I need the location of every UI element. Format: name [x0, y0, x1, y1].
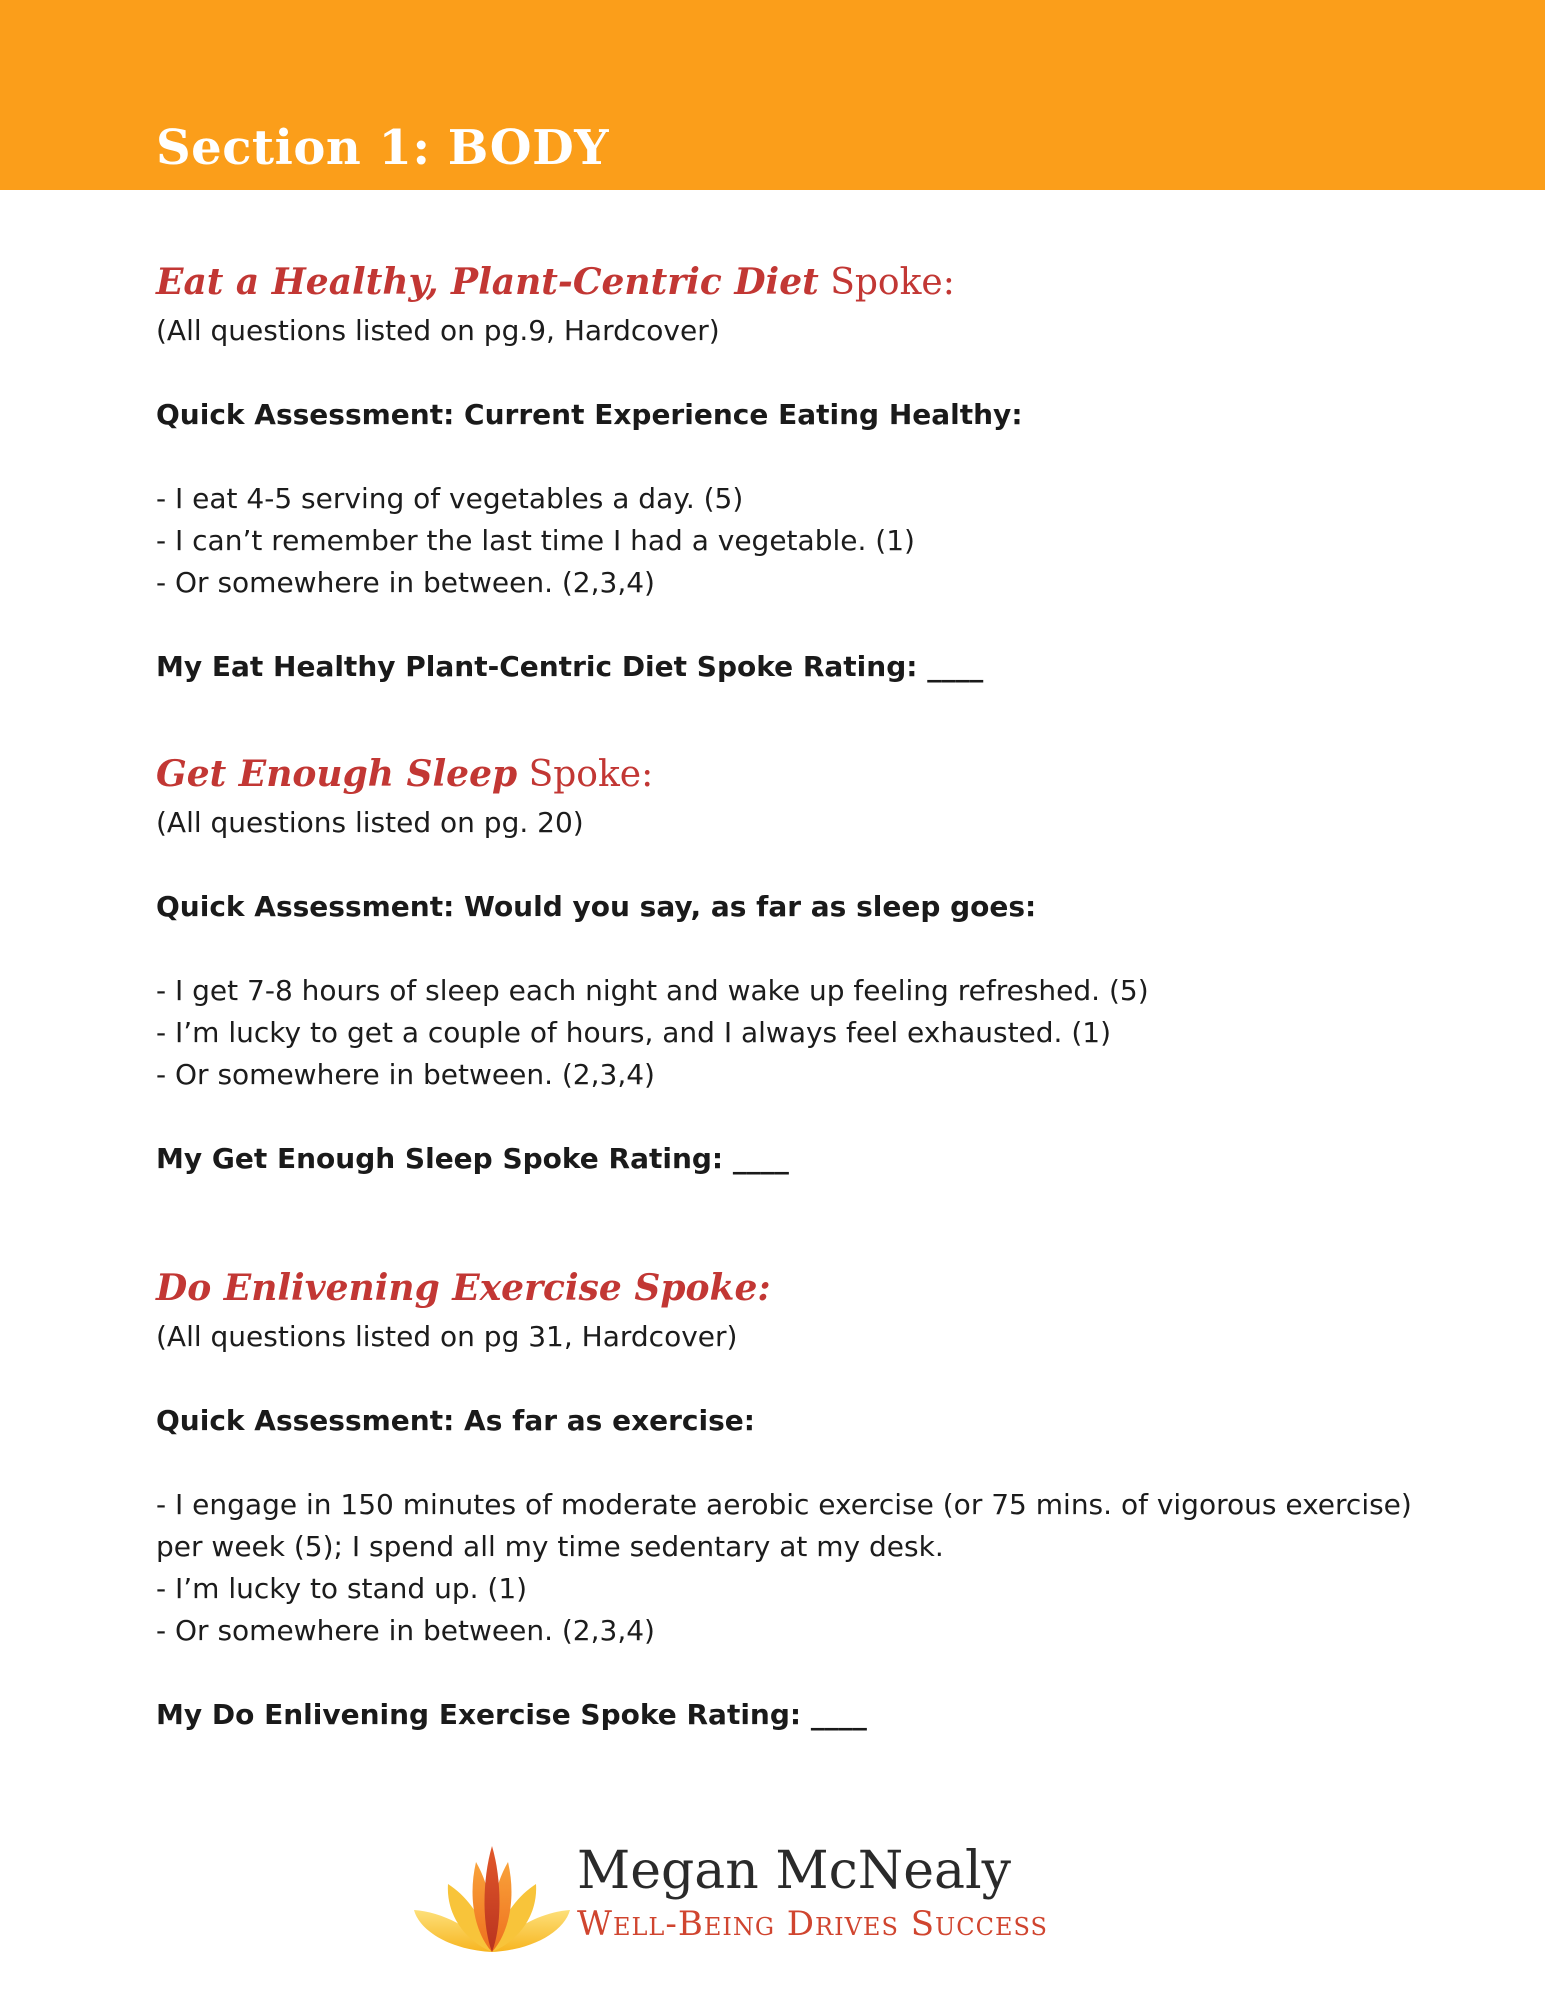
assessment-option: - I can’t remember the last time I had a vegetable. (1)	[156, 524, 915, 557]
spoke-title-emphasis: Eat a Healthy, Plant-Centric Diet	[156, 261, 819, 303]
spoke-title-emphasis: Do Enlivening Exercise	[156, 1267, 622, 1309]
spoke-exercise	[156, 1260, 1436, 1736]
assessment-option: - Or somewhere in between. (2,3,4)	[156, 566, 655, 599]
assessment-option: - Or somewhere in between. (2,3,4)	[156, 1614, 655, 1647]
page-reference: (All questions listed on pg 31, Hardcover)	[156, 1320, 738, 1353]
spoke-title-suffix: Spoke:	[818, 262, 955, 303]
assessment-heading: Quick Assessment: As far as exercise:	[156, 1404, 755, 1437]
lotus-flower-icon	[412, 1840, 572, 1960]
brand-logo	[412, 1840, 1152, 1960]
rating-line: My Do Enlivening Exercise Spoke Rating: ____	[156, 1698, 867, 1731]
spoke-title	[156, 746, 1436, 802]
page-reference: (All questions listed on pg.9, Hardcover)	[156, 314, 720, 347]
page-reference: (All questions listed on pg. 20)	[156, 806, 584, 839]
assessment-option: - I’m lucky to stand up. (1)	[156, 1572, 528, 1605]
section-title: Section 1: BODY	[156, 120, 609, 176]
assessment-option: - I engage in 150 minutes of moderate aerobic exercise (or 75 mins. of vigorous exercise) per week (5); I spend all my time sedentary at my desk.	[156, 1488, 1412, 1563]
header-band	[0, 0, 1545, 190]
assessment-option: - I get 7-8 hours of sleep each night and wake up feeling refreshed. (5)	[156, 974, 1149, 1007]
spoke-title	[156, 254, 1436, 310]
spoke-healthy-diet	[156, 254, 1436, 688]
spoke-sleep	[156, 746, 1436, 1180]
brand-name: Megan McNealy	[577, 1841, 1011, 1901]
rating-line: My Get Enough Sleep Spoke Rating: ____	[156, 1142, 789, 1175]
spoke-title-suffix: Spoke:	[517, 754, 654, 795]
spoke-title-emphasis: Get Enough Sleep	[156, 753, 518, 795]
assessment-option: - I’m lucky to get a couple of hours, and I always feel exhausted. (1)	[156, 1016, 1112, 1049]
spoke-title-suffix: Spoke:	[621, 1267, 771, 1309]
assessment-heading: Quick Assessment: Would you say, as far as sleep goes:	[156, 890, 1037, 923]
assessment-option: - Or somewhere in between. (2,3,4)	[156, 1058, 655, 1091]
spoke-title	[156, 1260, 1436, 1316]
assessment-option: - I eat 4-5 serving of vegetables a day. (5)	[156, 482, 744, 515]
brand-tagline: Well-Being Drives Success	[577, 1904, 1048, 1944]
assessment-heading: Quick Assessment: Current Experience Eating Healthy:	[156, 398, 1023, 431]
rating-line: My Eat Healthy Plant-Centric Diet Spoke Rating: ____	[156, 650, 984, 683]
